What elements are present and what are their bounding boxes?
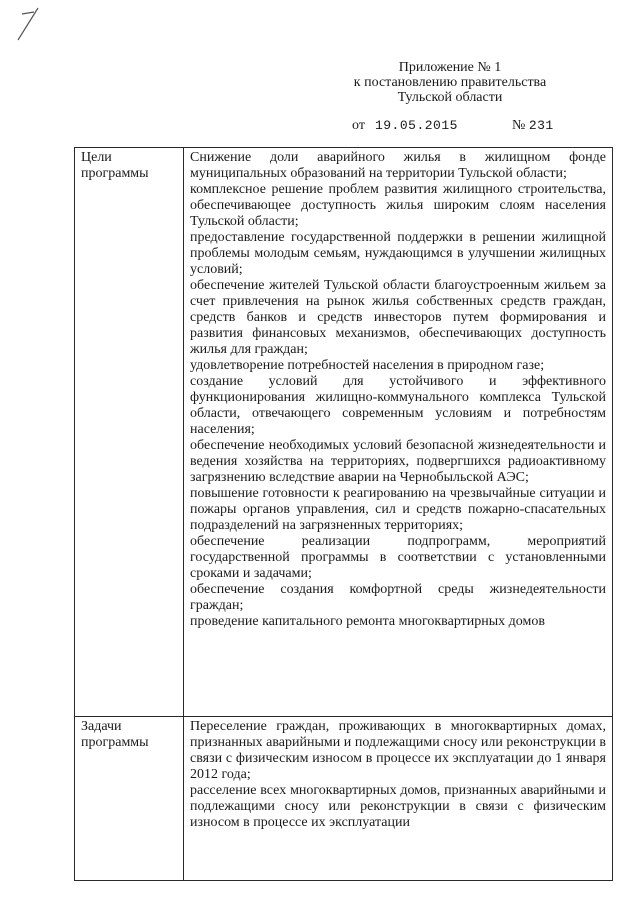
tasks-row (75, 717, 613, 881)
tasks-label-line2: программы (81, 735, 149, 750)
goal-item: удовлетворение потребностей населения в природном газе; (190, 358, 545, 373)
tasks-label-cell (75, 717, 184, 881)
goal-item: обеспечение жителей Тульской области благоустроенным жильем за счет привлечения на рынок жилья собственных средств граждан, средств банков и средств инвесторов путем формирования и развития финансовых механизмов, обеспечивающих доступность жилья для граждан; (190, 278, 606, 357)
goal-item: проведение капитального ремонта многоквартирных домов (190, 614, 545, 629)
goals-label-line2: программы (81, 166, 149, 181)
resolution-number: 231 (528, 118, 554, 133)
task-item: Переселение граждан, проживающих в многоквартирных домах, признанных аварийными и подлежащими сносу или реконструкции в связи с физическим износом в процессе их эксплуатации до 1 января 2012 года; (190, 719, 606, 782)
appendix-subtitle: к постановлению правительства (353, 75, 547, 90)
goal-item: комплексное решение проблем развития жилищного строительства, обеспечивающее доступность жилья широким слоям населения Тульской области; (190, 182, 606, 229)
region-name: Тульской области (397, 90, 503, 105)
goal-item: повышение готовности к реагированию на чрезвычайные ситуации и пожары органов управления, сил и средств пожарно-спасательных подразделений на загрязненных территориях; (190, 486, 606, 533)
goal-item: обеспечение необходимых условий безопасной жизнедеятельности и ведения хозяйства на территориях, подвергшихся радиоактивному загрязнению вследствие аварии на Чернобыльской АЭС; (190, 438, 606, 485)
goal-item: предоставление государственной поддержки в решении жилищной проблемы молодым семьям, нуждающимся в улучшении жилищных условий; (190, 230, 606, 277)
resolution-date: 19.05.2015 (374, 118, 458, 133)
goal-item: обеспечение реализации подпрограмм, мероприятий государственной программы в соответствии с установленными сроками и задачами; (190, 534, 606, 581)
tasks-content-cell (184, 717, 613, 881)
task-item: расселение всех многоквартирных домов, признанных аварийными и подлежащими сносу или реконструкции в связи с физическим износом в процессе их эксплуатации (190, 783, 606, 830)
goals-label-cell (75, 148, 184, 717)
resolution-meta (352, 118, 554, 134)
goals-row (75, 148, 613, 717)
document-header (320, 60, 580, 105)
pen-stroke-mark (8, 6, 44, 50)
goals-content-cell (184, 148, 613, 717)
number-label: № (511, 118, 526, 133)
from-label: от (352, 118, 365, 133)
tasks-label-line1: Задачи (81, 719, 122, 734)
goal-item: обеспечение создания комфортной среды жизнедеятельности граждан; (190, 582, 606, 613)
appendix-title: Приложение № 1 (398, 60, 502, 75)
goals-label-line1: Цели (81, 150, 112, 165)
goal-item: создание условий для устойчивого и эффективного функционирования жилищно-коммунального комплекса Тульской области, отвечающего современным условиям и потребностям населения; (190, 374, 606, 437)
goal-item: Снижение доли аварийного жилья в жилищном фонде муниципальных образований на территории Тульской области; (190, 150, 606, 181)
program-table (74, 147, 613, 881)
